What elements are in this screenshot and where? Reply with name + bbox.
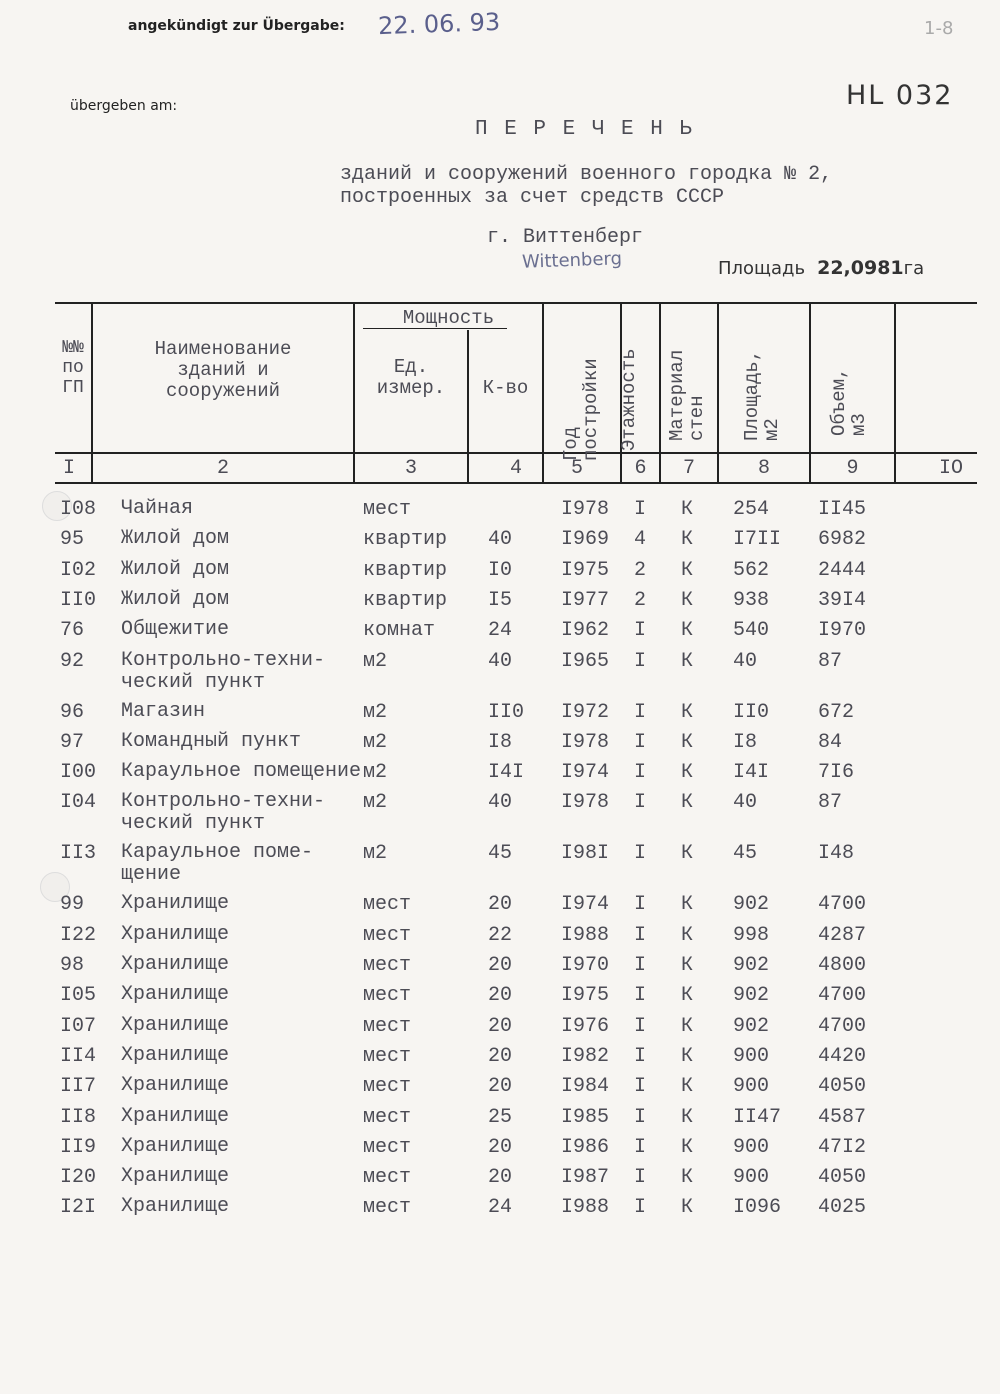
header-capacity: Мощность xyxy=(402,307,495,329)
cell-gp: I2I xyxy=(60,1196,97,1220)
cell-area: 902 xyxy=(733,984,770,1008)
cell-gp: 95 xyxy=(60,528,85,552)
cell-material: К xyxy=(681,649,694,673)
cell-year: I985 xyxy=(561,1105,610,1129)
cell-volume: 4025 xyxy=(818,1196,867,1220)
cell-gp: 99 xyxy=(60,893,85,917)
cell-year: I988 xyxy=(561,923,610,947)
cell-material: К xyxy=(681,1105,694,1129)
cell-material: К xyxy=(681,730,694,754)
header-area: Площадь, м2 xyxy=(741,349,783,441)
cell-gp: I20 xyxy=(60,1166,97,1190)
cell-unit: м2 xyxy=(363,730,388,754)
colnum-7: 7 xyxy=(682,457,695,480)
cell-volume: 84 xyxy=(818,730,843,754)
cell-volume: 4420 xyxy=(818,1044,867,1068)
cell-unit: мест xyxy=(363,1075,412,1099)
cell-name: Караульное поме- щение xyxy=(121,841,314,887)
header-year: Год постройки xyxy=(560,358,602,461)
cell-volume: 87 xyxy=(818,791,843,815)
cell-area: 900 xyxy=(733,1075,770,1099)
cell-name: Хранилище xyxy=(121,1165,230,1189)
cell-volume: 4050 xyxy=(818,1075,867,1099)
cell-year: I970 xyxy=(561,954,610,977)
cell-unit: м2 xyxy=(363,791,388,815)
cell-material: К xyxy=(681,558,694,582)
cell-unit: мест xyxy=(363,1166,412,1190)
cell-volume: 672 xyxy=(818,700,855,724)
cell-year: I988 xyxy=(561,1196,610,1220)
cell-volume: 4700 xyxy=(818,893,867,917)
cell-volume: 6982 xyxy=(818,528,867,552)
cell-name: Общежитие xyxy=(121,618,230,642)
cell-qty: 20 xyxy=(488,954,513,977)
cell-material: К xyxy=(681,923,694,947)
colnum-1: I xyxy=(62,457,75,480)
col-divider-4 xyxy=(542,302,544,482)
cell-unit: мест xyxy=(363,1014,412,1038)
cell-qty: 20 xyxy=(488,1166,513,1190)
cell-area: 562 xyxy=(733,558,770,582)
cell-area: I8 xyxy=(733,730,758,754)
cell-year: I969 xyxy=(561,528,610,552)
cell-material: К xyxy=(681,1014,694,1038)
cell-gp: I22 xyxy=(60,923,97,947)
cell-area: 998 xyxy=(733,923,770,947)
cell-unit: мест xyxy=(363,1135,412,1159)
header-bottom-rule xyxy=(55,452,977,454)
colnum-2: 2 xyxy=(216,457,229,480)
document-title: П Е Р Е Ч Е Н Ь xyxy=(475,118,695,141)
colnum-5: 5 xyxy=(570,457,583,480)
header-floors: Этажность xyxy=(618,348,640,451)
page-mark: 1-8 xyxy=(924,18,954,39)
cell-material: К xyxy=(681,1044,694,1068)
cell-volume: 39I4 xyxy=(818,588,867,612)
cell-area: 902 xyxy=(733,1014,770,1038)
cell-qty: 40 xyxy=(488,528,513,552)
cell-gp: 97 xyxy=(60,730,85,754)
cell-area: 902 xyxy=(733,954,770,977)
cell-floors: I xyxy=(634,1166,647,1190)
colnum-10: IO xyxy=(938,457,963,480)
cell-gp: 92 xyxy=(60,649,85,673)
header-unit: Ед. измер. xyxy=(376,356,446,399)
col-divider-7 xyxy=(717,302,719,482)
cell-volume: 4050 xyxy=(818,1166,867,1190)
cell-gp: I00 xyxy=(60,761,97,785)
cell-gp: 76 xyxy=(60,619,85,643)
cell-year: I974 xyxy=(561,893,610,917)
cell-floors: I xyxy=(634,730,647,754)
cell-name: Командный пункт xyxy=(121,729,302,753)
cell-qty: 45 xyxy=(488,842,513,866)
cell-year: I978 xyxy=(561,791,610,815)
area-label: Площадь xyxy=(718,258,806,279)
cell-floors: I xyxy=(634,1044,647,1068)
cell-gp: II8 xyxy=(60,1105,97,1129)
cell-floors: I xyxy=(634,1075,647,1099)
cell-gp: II4 xyxy=(60,1044,97,1068)
cell-volume: 47I2 xyxy=(818,1135,867,1159)
subtitle-line-1: зданий и сооружений военного городка № 2, xyxy=(340,163,833,186)
cell-year: I975 xyxy=(561,984,610,1008)
cell-volume: 4587 xyxy=(818,1105,867,1129)
cell-floors: I xyxy=(634,984,647,1008)
cell-volume: 4700 xyxy=(818,984,867,1008)
colnum-6: 6 xyxy=(634,457,647,480)
cell-material: К xyxy=(681,700,694,724)
table-top-rule xyxy=(55,302,977,304)
cell-name: Контрольно-техни- ческий пункт xyxy=(121,648,326,694)
cell-qty: I5 xyxy=(488,588,513,612)
cell-floors: I xyxy=(634,893,647,917)
cell-area: 254 xyxy=(733,498,770,521)
cell-unit: мест xyxy=(363,954,412,977)
cell-floors: I xyxy=(634,1196,647,1220)
cell-qty: 20 xyxy=(488,893,513,917)
area-value: 22,0981 xyxy=(817,257,904,279)
cell-year: I98I xyxy=(561,842,610,866)
cell-qty: 22 xyxy=(488,923,513,947)
cell-volume: I48 xyxy=(818,842,855,866)
cell-material: К xyxy=(681,1075,694,1099)
cell-volume: 4800 xyxy=(818,954,867,977)
cell-name: Хранилище xyxy=(121,1134,230,1158)
cell-area: I096 xyxy=(733,1196,782,1220)
colnum-8: 8 xyxy=(757,457,770,480)
cell-qty: II0 xyxy=(488,700,525,724)
colnum-4: 4 xyxy=(509,457,522,480)
cell-name: Хранилище xyxy=(121,953,230,976)
cell-name: Чайная xyxy=(121,497,194,520)
cell-year: I975 xyxy=(561,558,610,582)
cell-area: 900 xyxy=(733,1135,770,1159)
cell-gp: I07 xyxy=(60,1014,97,1038)
cell-area: 45 xyxy=(733,842,758,866)
cell-floors: 2 xyxy=(634,588,647,612)
col-divider-8 xyxy=(809,302,811,482)
cell-material: К xyxy=(681,761,694,785)
cell-name: Хранилище xyxy=(121,1195,230,1219)
cell-unit: м2 xyxy=(363,700,388,724)
cell-floors: I xyxy=(634,649,647,673)
cell-year: I984 xyxy=(561,1075,610,1099)
cell-qty: 20 xyxy=(488,1075,513,1099)
cell-area: 40 xyxy=(733,791,758,815)
cell-floors: I xyxy=(634,842,647,866)
cell-gp: II0 xyxy=(60,588,97,612)
cell-qty: 20 xyxy=(488,1014,513,1038)
cell-qty: 20 xyxy=(488,984,513,1008)
cell-name: Хранилище xyxy=(121,1043,230,1067)
cell-area: I7II xyxy=(733,528,782,552)
cell-year: I982 xyxy=(561,1044,610,1068)
cell-floors: I xyxy=(634,1135,647,1159)
cell-material: К xyxy=(681,984,694,1008)
cell-qty: 24 xyxy=(488,1196,513,1220)
cell-qty: I8 xyxy=(488,730,513,754)
cell-year: I987 xyxy=(561,1166,610,1190)
cell-floors: I xyxy=(634,791,647,815)
cell-year: I978 xyxy=(561,730,610,754)
cell-material: К xyxy=(681,842,694,866)
cell-volume: II45 xyxy=(818,498,867,521)
cell-volume: 2444 xyxy=(818,558,867,582)
cell-year: I965 xyxy=(561,649,610,673)
cell-material: К xyxy=(681,1135,694,1159)
cell-floors: I xyxy=(634,761,647,785)
header-qty: К-во xyxy=(482,377,529,399)
cell-name: Магазин xyxy=(121,699,206,723)
header-name: Наименование зданий и сооружений xyxy=(154,338,292,402)
cell-qty: 40 xyxy=(488,649,513,673)
cell-volume: 87 xyxy=(818,649,843,673)
cell-unit: квартир xyxy=(363,588,448,612)
cell-name: Жилой дом xyxy=(121,557,230,581)
cell-name: Хранилище xyxy=(121,1074,230,1098)
cell-qty: 24 xyxy=(488,619,513,643)
cell-material: К xyxy=(681,954,694,977)
col-divider-6 xyxy=(659,302,661,482)
cell-unit: мест xyxy=(363,1196,412,1220)
cell-unit: м2 xyxy=(363,761,388,785)
cell-material: К xyxy=(681,1166,694,1190)
cell-area: II47 xyxy=(733,1105,782,1129)
cell-name: Жилой дом xyxy=(121,587,230,611)
cell-unit: мест xyxy=(363,984,412,1008)
cell-year: I974 xyxy=(561,761,610,785)
cell-qty: 20 xyxy=(488,1044,513,1068)
cell-name: Хранилище xyxy=(121,922,230,946)
cell-name: Хранилище xyxy=(121,983,230,1007)
cell-floors: I xyxy=(634,923,647,947)
cell-qty: 40 xyxy=(488,791,513,815)
cell-floors: I xyxy=(634,1014,647,1038)
cell-material: К xyxy=(681,893,694,917)
cell-area: 902 xyxy=(733,893,770,917)
cell-area: 540 xyxy=(733,619,770,643)
cell-floors: I xyxy=(634,498,647,521)
subtitle-line-2: построенных за счет средств СССР xyxy=(340,186,725,209)
cell-gp: II3 xyxy=(60,842,97,866)
cell-material: К xyxy=(681,588,694,612)
cell-gp: I08 xyxy=(60,498,97,521)
cell-year: I977 xyxy=(561,588,610,612)
cell-unit: квартир xyxy=(363,528,448,552)
cell-name: Контрольно-техни- ческий пункт xyxy=(121,790,326,836)
cell-unit: мест xyxy=(363,893,412,917)
colnum-9: 9 xyxy=(846,457,859,480)
city-name: г. Виттенберг xyxy=(487,226,644,249)
announced-date: 22. 06. 93 xyxy=(377,7,501,41)
header-gp: №№ по ГП xyxy=(62,338,84,398)
cell-gp: II7 xyxy=(60,1075,97,1099)
cell-name: Жилой дом xyxy=(121,527,230,551)
cell-volume: 4287 xyxy=(818,923,867,947)
cell-name: Караульное помещение xyxy=(121,760,362,784)
doc-code: HL 032 xyxy=(846,80,954,111)
announced-label: angekündigt zur Übergabe: xyxy=(128,18,345,34)
cell-gp: 96 xyxy=(60,700,85,724)
cell-area: II0 xyxy=(733,700,770,724)
cell-year: I978 xyxy=(561,498,610,521)
cell-unit: мест xyxy=(363,498,412,521)
cell-gp: II9 xyxy=(60,1135,97,1159)
cell-unit: м2 xyxy=(363,842,388,866)
header-material: Материал стен xyxy=(666,349,708,441)
cell-material: К xyxy=(681,791,694,815)
handed-label: übergeben am: xyxy=(70,98,178,114)
cell-qty: 25 xyxy=(488,1105,513,1129)
cell-floors: 4 xyxy=(634,528,647,552)
cell-unit: м2 xyxy=(363,649,388,673)
cell-volume: 7I6 xyxy=(818,761,855,785)
cell-qty: I4I xyxy=(488,761,525,785)
colnum-3: 3 xyxy=(404,457,417,480)
cell-unit: комнат xyxy=(363,619,436,643)
cell-gp: I05 xyxy=(60,984,97,1008)
cell-gp: 98 xyxy=(60,954,85,977)
cell-unit: квартир xyxy=(363,558,448,582)
area-summary xyxy=(718,257,924,281)
cell-area: 900 xyxy=(733,1044,770,1068)
cell-area: 938 xyxy=(733,588,770,612)
cell-year: I972 xyxy=(561,700,610,724)
cell-qty: 20 xyxy=(488,1135,513,1159)
cell-volume: I970 xyxy=(818,619,867,643)
area-unit: га xyxy=(903,258,925,279)
city-handwritten: Wittenberg xyxy=(521,248,623,273)
cell-unit: мест xyxy=(363,1105,412,1129)
cell-material: К xyxy=(681,1196,694,1220)
cell-area: 40 xyxy=(733,649,758,673)
cell-gp: I02 xyxy=(60,558,97,582)
col-divider-9 xyxy=(894,302,896,482)
cell-year: I976 xyxy=(561,1014,610,1038)
cell-floors: I xyxy=(634,700,647,724)
cell-qty: I0 xyxy=(488,558,513,582)
cell-material: К xyxy=(681,528,694,552)
cell-floors: I xyxy=(634,1105,647,1129)
cell-unit: мест xyxy=(363,923,412,947)
cell-year: I986 xyxy=(561,1135,610,1159)
cell-unit: мест xyxy=(363,1044,412,1068)
cell-year: I962 xyxy=(561,619,610,643)
cell-material: К xyxy=(681,619,694,643)
cell-name: Хранилище xyxy=(121,1104,230,1128)
cell-gp: I04 xyxy=(60,791,97,815)
cell-name: Хранилище xyxy=(121,1013,230,1037)
cell-area: 900 xyxy=(733,1166,770,1190)
cell-floors: 2 xyxy=(634,558,647,582)
cell-area: I4I xyxy=(733,761,770,785)
cell-volume: 4700 xyxy=(818,1014,867,1038)
cell-floors: I xyxy=(634,954,647,977)
cell-material: К xyxy=(681,498,694,521)
cell-floors: I xyxy=(634,619,647,643)
column-number-rule xyxy=(55,482,977,484)
cell-name: Хранилище xyxy=(121,892,230,916)
header-volume: Объем, м3 xyxy=(828,367,870,436)
